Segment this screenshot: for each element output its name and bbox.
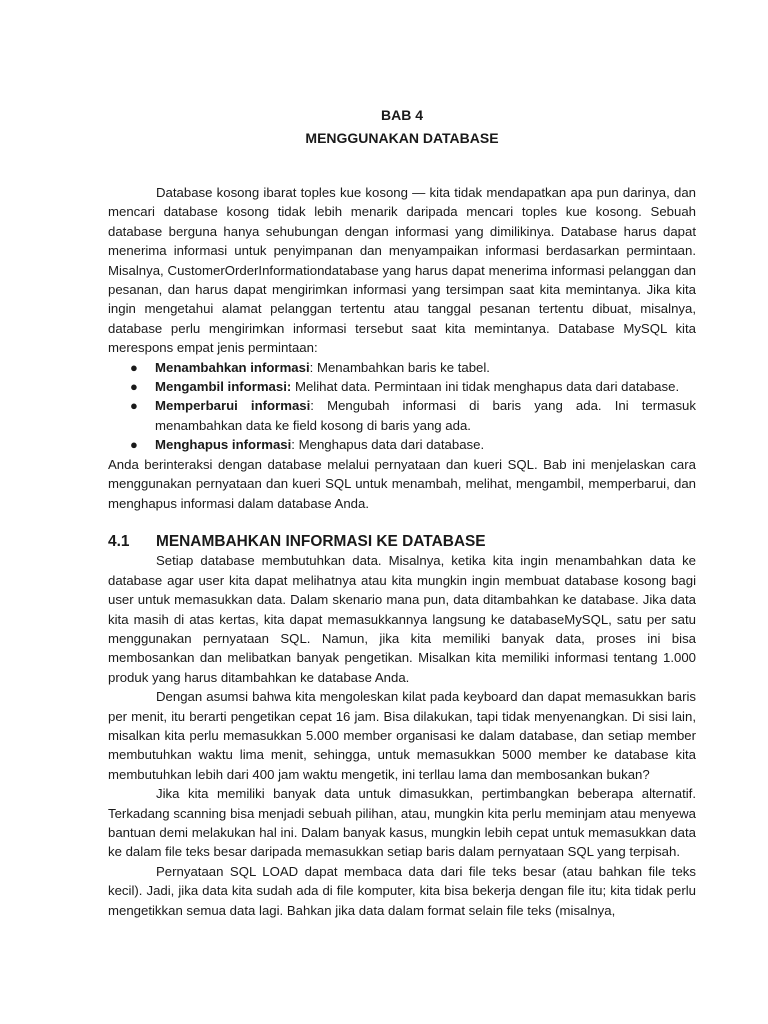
list-item-term: Memperbarui informasi — [155, 398, 311, 414]
spacer — [108, 513, 696, 532]
list-item-desc: : Menghapus data dari database. — [291, 437, 485, 453]
list-item-desc: : Menambahkan baris ke tabel. — [309, 359, 490, 375]
list-item-term: Menghapus informasi — [155, 437, 292, 453]
list-item-term: Mengambil informasi: — [155, 379, 292, 395]
chapter-title: MENGGUNAKAN DATABASE — [305, 130, 499, 146]
bullet-icon: ● — [130, 437, 138, 453]
list-item — [108, 358, 696, 377]
bullet-icon: ● — [130, 359, 138, 375]
section-heading — [108, 532, 696, 551]
section-number: 4.1 — [108, 532, 130, 550]
list-item-desc: : Mengubah informasi di baris yang ada. Ini termasuk menambahkan data ke field kosong di baris yang ada. — [155, 398, 696, 433]
section-paragraph: Dengan asumsi bahwa kita mengoleskan kilat pada keyboard dan dapat memasukkan baris per menit, itu berarti pengetikan cepat 16 jam. Bisa dilakukan, tapi tidak menyenangkan. Di sisi lain, misalkan kita perlu memasukkan 5.000 member organisasi ke dalam database, dan setiap member membutuhkan waktu lima menit, sehingga, untuk memasukkan 5000 member ke database kita membutuhkan lebih dari 400 jam waktu mengetik, ini terllau lama dan membosankan bukan? — [108, 689, 696, 782]
bullet-icon: ● — [130, 398, 138, 414]
list-item-desc: Melihat data. Permintaan ini tidak menghapus data dari database. — [291, 379, 680, 395]
request-list — [108, 358, 696, 455]
section-paragraph: Jika kita memiliki banyak data untuk dimasukkan, pertimbangkan beberapa alternatif. Terkadang scanning bisa menjadi sebuah pilihan, atau, mungkin kita perlu meminjam atau menyewa bantuan demi melakukan hal ini. Dalam banyak kasus, mungkin lebih cepat untuk memasukkan data ke dalam file teks besar daripada memasukkan setiap baris dalam pernyataan SQL yang terpisah. — [108, 786, 696, 860]
chapter-label: BAB 4 — [380, 107, 423, 123]
list-item-term: Menambahkan informasi — [155, 359, 310, 375]
intro-paragraph: Database kosong ibarat toples kue kosong — kita tidak mendapatkan apa pun darinya, dan mencari database kosong tidak lebih menarik daripada mencari toples kue kosong. Sebuah database berguna hanya sehubungan dengan informasi yang dimilikinya. Database harus dapat menerima informasi untuk penyimpanan dan menyampaikan informasi berdasarkan permintaan. Misalnya, CustomerOrderInformationdatabase yang harus dapat menerima informasi pelanggan dan pesanan, dan harus dapat mengirimkan informasi yang tersimpan saat kita memintanya. Jika kita ingin mengetahui alamat pelanggan tertentu atau tanggal pesanan tertentu dibuat, misalnya, database perlu mengirimkan informasi tersebut saat kita memintanya. Database MySQL kita merespons empat jenis permintaan: — [108, 185, 696, 356]
list-item — [108, 435, 696, 454]
section-paragraph: Setiap database membutuhkan data. Misalnya, ketika kita ingin menambahkan data ke database agar user kita dapat melihatnya atau kita mungkin ingin membuat database kosong bagi user untuk memasukkan data. Dalam skenario mana pun, data ditambahkan ke database. Jika data kita masih di atas kertas, kita dapat memasukkannya langsung ke databaseMySQL, satu per satu menggunakan pernyataan SQL. Namun, jika kita memiliki banyak data, proses ini bisa membosankan dan melibatkan banyak pengetikan. Misalkan kita memiliki informasi tentang 1.000 produk yang harus ditambahkan ke database Anda. — [108, 553, 696, 685]
after-list-paragraph: Anda berinteraksi dengan database melalui pernyataan dan kueri SQL. Bab ini menjelaskan cara menggunakan pernyataan dan kueri SQL untuk menambah, melihat, mengambil, memperbarui, dan menghapus informasi dalam database Anda. — [108, 456, 696, 511]
bullet-icon: ● — [130, 379, 138, 395]
section-paragraph: Pernyataan SQL LOAD dapat membaca data dari file teks besar (atau bahkan file teks kecil). Jadi, jika data kita sudah ada di file komputer, kita bisa bekerja dengan file itu; kita tidak perlu mengetikkan semua data lagi. Bahkan jika data dalam format selain file teks (misalnya, — [108, 863, 696, 918]
section-title: MENAMBAHKAN INFORMASI KE DATABASE — [156, 532, 486, 550]
list-item — [108, 396, 696, 435]
list-item — [108, 377, 696, 396]
